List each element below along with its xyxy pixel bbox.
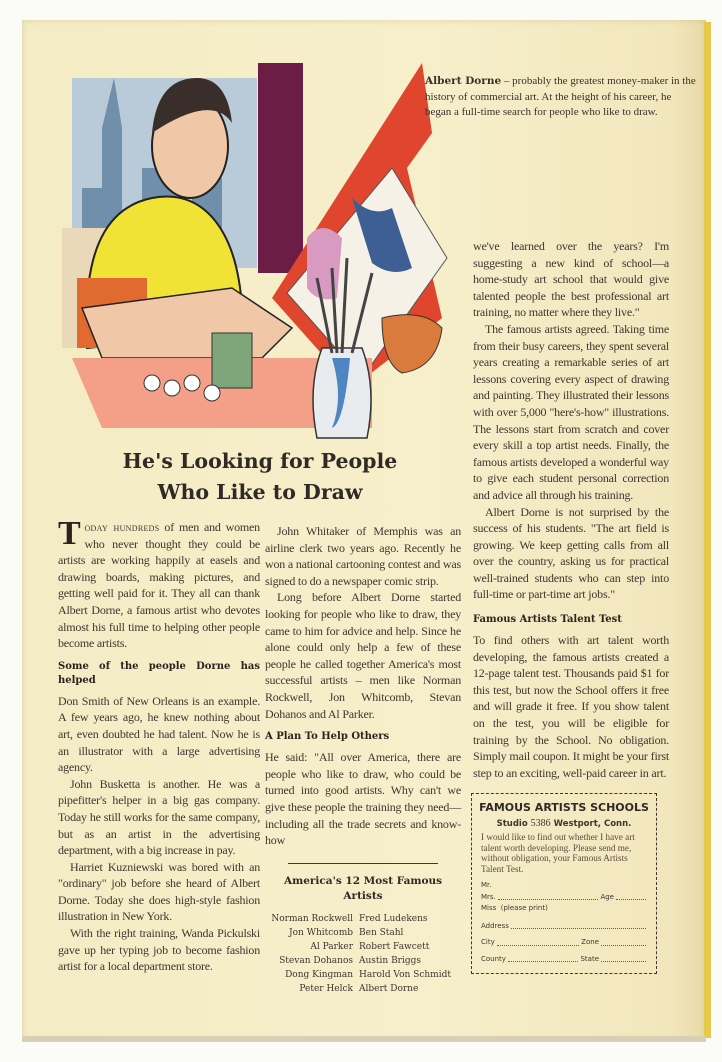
intro-text: of men and women who never thought they could be artists are working happily at easels and drawing boards, making pictures, and getting well paid for it. They all can thank Albert Dorne, a famous artist who devotes almost his full time to helping other people become artists. bbox=[58, 520, 260, 651]
state-line[interactable] bbox=[601, 961, 646, 962]
field-label: State bbox=[580, 954, 599, 963]
field-label: Mr. bbox=[481, 881, 492, 889]
illustration-caption bbox=[425, 74, 700, 121]
artist-name: Stevan Dohanos bbox=[279, 955, 353, 966]
coupon-address bbox=[472, 818, 656, 830]
field-label: Miss bbox=[481, 904, 497, 912]
field-label: City bbox=[481, 938, 495, 946]
paragraph: Albert Dorne is not surprised by the success of his students. "The art field is growing. We keep getting calls from all over the country, asking us for practical well-trained students who can step into full-time or part-time art jobs." bbox=[473, 504, 669, 602]
page-bottom-edge bbox=[22, 1036, 706, 1042]
artists-row bbox=[257, 982, 465, 996]
zone-line[interactable] bbox=[601, 945, 646, 946]
age-line[interactable] bbox=[616, 899, 646, 900]
name-field[interactable] bbox=[481, 892, 648, 904]
field-label: Address bbox=[481, 921, 509, 930]
location: Westport, Conn. bbox=[553, 819, 632, 829]
artist-name: Jon Whitcomb bbox=[289, 927, 353, 938]
artists-list-title: America's 12 Most Famous Artists bbox=[283, 874, 443, 902]
artists-row bbox=[257, 940, 465, 954]
artists-row bbox=[257, 926, 465, 940]
address-line[interactable] bbox=[511, 928, 646, 929]
right-column bbox=[473, 238, 669, 974]
county-line[interactable] bbox=[508, 961, 579, 962]
coupon-fields bbox=[472, 874, 656, 965]
artist-name: Dong Kingman bbox=[285, 969, 353, 980]
lead-smallcaps: oday hundreds bbox=[84, 520, 160, 534]
city-line[interactable] bbox=[497, 945, 579, 946]
paragraph: With the right training, Wanda Pickulski gave up her typing job to become fashion artist for a local department store. bbox=[58, 926, 260, 974]
print-note: (please print) bbox=[500, 904, 548, 912]
artist-name: Harold Von Schmidt bbox=[359, 969, 451, 980]
field-label: Mrs. bbox=[481, 892, 496, 901]
section-heading-talent-test: Famous Artists Talent Test bbox=[473, 614, 622, 626]
paragraph: Harriet Kuzniewski was bored with an "ordinary" job before she heard of Albert Dorne. Today she does high-style fashion illustration in New York. bbox=[58, 859, 260, 924]
caption-name: Albert Dorne bbox=[425, 75, 502, 87]
page-spine-edge bbox=[704, 22, 711, 1038]
artists-list bbox=[257, 912, 465, 996]
studio-number: 5386 bbox=[530, 818, 551, 829]
address-field[interactable] bbox=[481, 921, 648, 933]
artist-name: Fred Ludekens bbox=[359, 913, 428, 924]
paragraph: Don Smith of New Orleans is an example. A few years ago, he knew nothing about art, even doubted he had talent. Now he is an illustrator with a large advertising agency. bbox=[58, 693, 260, 775]
city-field[interactable] bbox=[481, 937, 648, 949]
mr-field[interactable] bbox=[481, 880, 648, 892]
coupon-title: FAMOUS ARTISTS SCHOOLS bbox=[479, 801, 649, 815]
field-label: Age bbox=[600, 892, 614, 901]
artists-row bbox=[257, 912, 465, 926]
artist-name: Austin Briggs bbox=[359, 955, 422, 966]
mail-in-coupon[interactable] bbox=[471, 793, 657, 974]
headline-line-2: Who Like to Draw bbox=[157, 480, 363, 504]
artist-name: Norman Rockwell bbox=[271, 913, 353, 924]
artist-name: Albert Dorne bbox=[359, 983, 419, 994]
albert-dorne-illustration bbox=[62, 58, 462, 448]
caption-text: – probably the greatest money-maker in the history of commercial art. At the height of his career, he began a full-time search for people who like to draw. bbox=[425, 75, 696, 118]
miss-field[interactable] bbox=[481, 903, 648, 915]
studio-label: Studio bbox=[496, 819, 528, 829]
artist-name: Ben Stahl bbox=[359, 927, 404, 938]
left-column bbox=[58, 515, 260, 975]
county-field[interactable] bbox=[481, 954, 648, 966]
intro-paragraph bbox=[58, 515, 260, 652]
artists-row bbox=[257, 954, 465, 968]
artist-name: Robert Fawcett bbox=[359, 941, 430, 952]
paragraph: He said: "All over America, there are people who like to draw, who could be turned into good artists. Why can't we give these people the training they need—including all the trade secrets and know-how bbox=[265, 750, 461, 848]
field-label: Zone bbox=[581, 938, 599, 946]
artists-row bbox=[257, 968, 465, 982]
section-heading-plan: A Plan To Help Others bbox=[265, 731, 390, 743]
middle-column bbox=[265, 523, 461, 996]
paragraph: we've learned over the years? I'm suggesting a new kind of school—a home-study art school that would give talented people the best professional art training, no matter where they live." bbox=[473, 239, 669, 320]
headline-line-1: He's Looking for People bbox=[122, 449, 398, 473]
coupon-body: I would like to find out whether I have art talent worth developing. Please send me, without obligation, your Famous Artists Talent Test. bbox=[481, 832, 635, 874]
field-label: County bbox=[481, 954, 506, 963]
artist-name: Al Parker bbox=[310, 941, 353, 952]
headline bbox=[60, 446, 460, 508]
paragraph: John Whitaker of Memphis was an airline clerk two years ago. Recently he won a national cartooning contest and was signed to do a newspaper comic strip. bbox=[265, 524, 461, 588]
paragraph: The famous artists agreed. Taking time from their busy careers, they spent several years creating a remarkable series of art lessons covering every aspect of drawing and painting. They illustrated their lessons with over 5,000 "here's-how" illustrations. The lessons start from scratch and cover every skill a top artist needs. Finally, the famous artists developed a wonderful way to give each student personal correction and advice all through his training. bbox=[473, 321, 669, 502]
paragraph: Long before Albert Dorne started looking for people who like to draw, they came to him for advice and help. Since he alone could only help a few of these people he called together America's most successful artists – men like Norman Rockwell, Jon Whitcomb, Stevan Dohanos and Al Parker. bbox=[265, 590, 461, 721]
paragraph: To find others with art talent worth developing, the famous artists created a 12-page talent test. Thousands paid $1 for this test, but now the School offers it free and will grade it free. If you show talent on the test, you will be eligible for training by the School. No obligation. Simply mail coupon. It might be your first step to an exciting, well-paid career in art. bbox=[473, 633, 669, 780]
name-line[interactable] bbox=[498, 899, 599, 900]
artist-name: Peter Helck bbox=[299, 983, 353, 994]
section-heading-people-helped: Some of the people Dorne has helped bbox=[58, 660, 260, 686]
paragraph: John Busketta is another. He was a pipefitter's helper in a big gas company. Today he still works for the same company, but as an artist in the advertising department, with a big increase in pay. bbox=[58, 776, 260, 858]
divider-rule bbox=[288, 863, 438, 864]
drop-cap: T bbox=[58, 515, 81, 552]
